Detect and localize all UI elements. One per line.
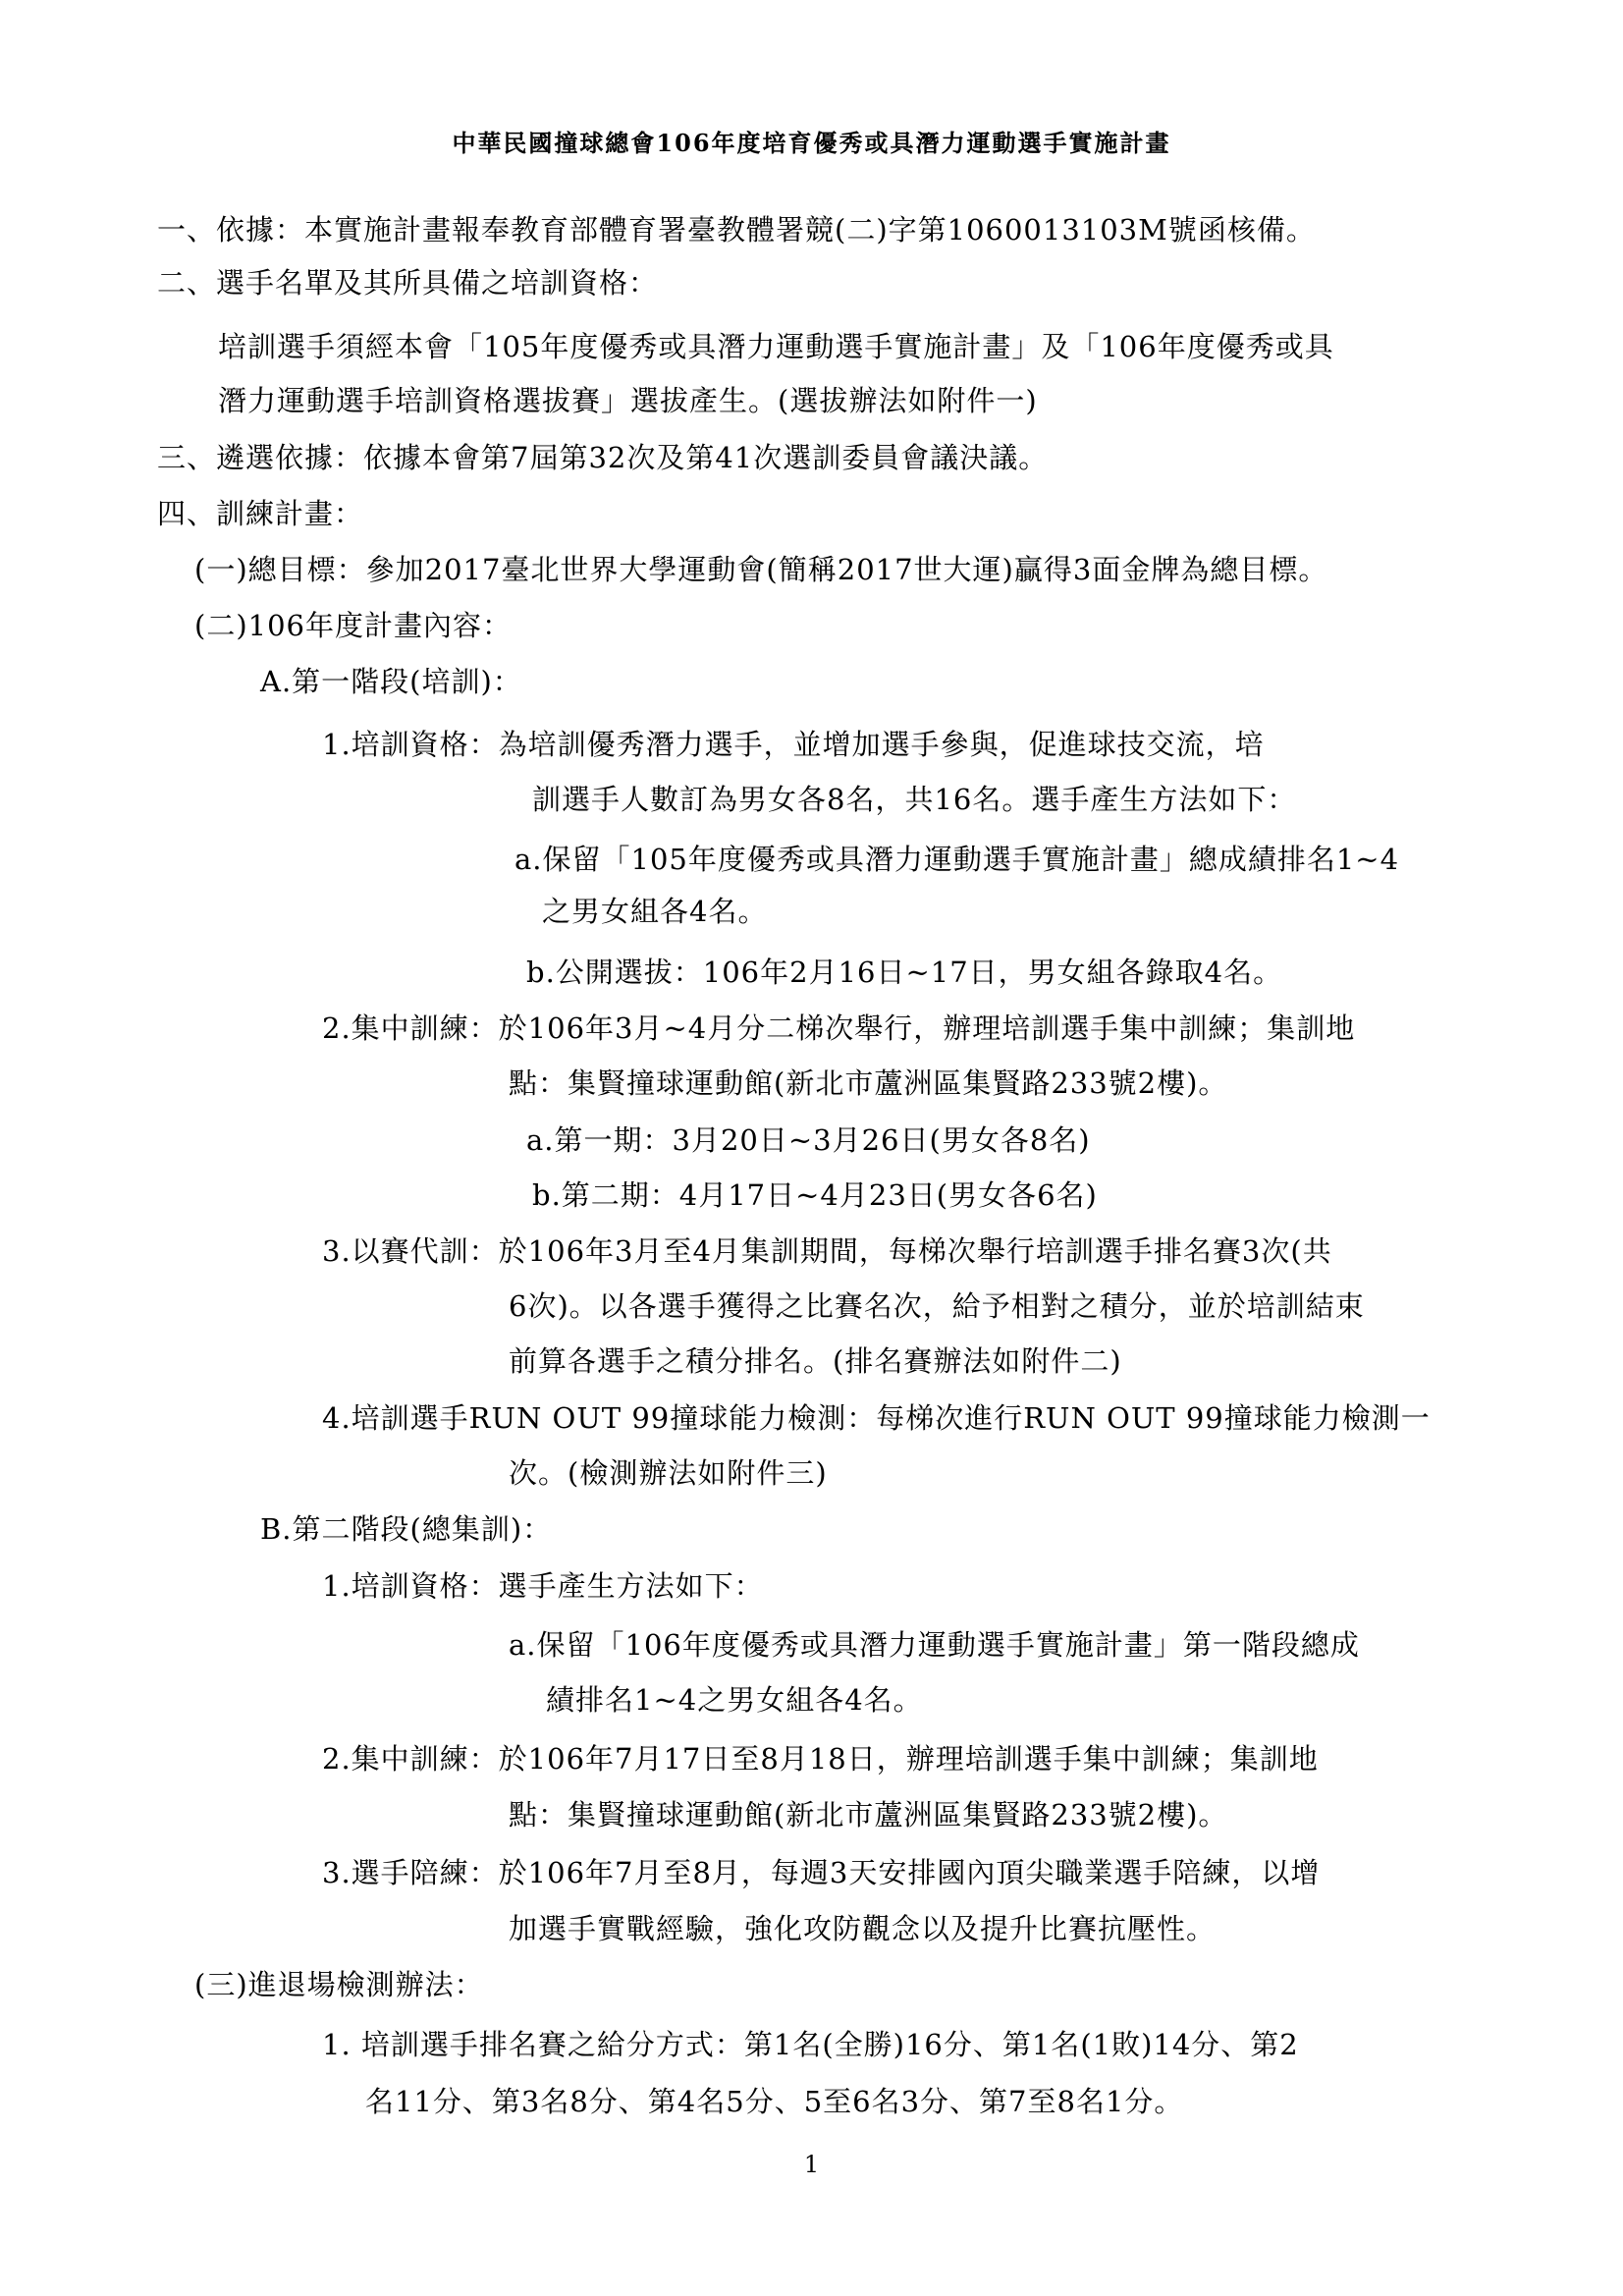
phase-a-item-2b: b.第二期：4月17日~4月23日(男女各6名): [532, 1178, 1098, 1212]
plan-content-heading: (二)106年度計畫內容：: [194, 609, 512, 642]
section-4-heading: 四、訓練計畫：: [157, 497, 364, 530]
phase-b-item-3-line-1: 3.選手陪練：於106年7月至8月，每週3天安排國內頂尖職業選手陪練，以增: [322, 1856, 1321, 1889]
section-1-basis: 一、依據：本實施計畫報奉教育部體育署臺教體署競(二)字第1060013103M號函核備。: [157, 213, 1316, 246]
phase-a-heading: A.第一階段(培訓)：: [260, 665, 522, 698]
phase-a-item-3-line-2: 6次)。以各選手獲得之比賽名次，給予相對之積分，並於培訓結束: [509, 1289, 1365, 1323]
phase-b-item-3-line-2: 加選手實戰經驗，強化攻防觀念以及提升比賽抗壓性。: [509, 1912, 1217, 1945]
section-3-selection-basis: 三、遴選依據：依據本會第7屆第32次及第41次選訓委員會議決議。: [157, 441, 1049, 474]
phase-b-item-1a-line-2: 績排名1~4之男女組各4名。: [546, 1683, 923, 1717]
phase-b-item-1a-line-1: a.保留「106年度優秀或具潛力運動選手實施計畫」第一階段總成: [509, 1628, 1360, 1662]
phase-a-item-1-line-2: 訓選手人數訂為男女各8名，共16名。選手產生方法如下：: [532, 783, 1297, 816]
phase-a-item-3-line-1: 3.以賽代訓：於106年3月至4月集訓期間，每梯次舉行培訓選手排名賽3次(共: [322, 1234, 1332, 1268]
phase-a-item-1-line-1: 1.培訓資格：為培訓優秀潛力選手，並增加選手參與，促進球技交流，培: [322, 728, 1265, 761]
section-2-heading: 二、選手名單及其所具備之培訓資格：: [157, 266, 659, 300]
phase-b-heading: B.第二階段(總集訓)：: [260, 1512, 553, 1546]
page-number: 1: [803, 2151, 820, 2178]
evaluation-heading: (三)進退場檢測辦法：: [194, 1968, 484, 2001]
phase-a-item-1b: b.公開選拔：106年2月16日~17日，男女組各錄取4名。: [526, 956, 1283, 989]
overall-goal: (一)總目標：參加2017臺北世界大學運動會(簡稱2017世大運)贏得3面金牌為總目標。: [194, 553, 1328, 586]
phase-a-item-2-line-1: 2.集中訓練：於106年3月~4月分二梯次舉行，辦理培訓選手集中訓練；集訓地: [322, 1011, 1356, 1045]
document-title: 中華民國撞球總會106年度培育優秀或具潛力運動選手實施計畫: [452, 129, 1171, 157]
evaluation-item-1-line-1: 1. 培訓選手排名賽之給分方式：第1名(全勝)16分、第1名(1敗)14分、第2: [322, 2028, 1299, 2061]
section-2-text-line-2: 潛力運動選手培訓資格選拔賽」選拔產生。(選拔辦法如附件一): [218, 384, 1038, 417]
phase-a-item-4-line-1: 4.培訓選手RUN OUT 99撞球能力檢測：每梯次進行RUN OUT 99撞球能力檢測一: [322, 1401, 1431, 1435]
phase-a-item-3-line-3: 前算各選手之積分排名。(排名賽辦法如附件二): [509, 1344, 1122, 1378]
phase-b-item-1: 1.培訓資格：選手產生方法如下：: [322, 1569, 764, 1603]
phase-a-item-1a-line-2: 之男女組各4名。: [542, 895, 768, 928]
phase-a-item-4-line-2: 次。(檢測辦法如附件三): [509, 1456, 828, 1490]
phase-a-item-2a: a.第一期：3月20日~3月26日(男女各8名): [526, 1123, 1091, 1157]
section-2-text-line-1: 培訓選手須經本會「105年度優秀或具潛力運動選手實施計畫」及「106年度優秀或具: [218, 330, 1334, 363]
phase-a-item-2-line-2: 點：集賢撞球運動館(新北市蘆洲區集賢路233號2樓)。: [509, 1066, 1228, 1100]
phase-b-item-2-line-2: 點：集賢撞球運動館(新北市蘆洲區集賢路233號2樓)。: [509, 1798, 1228, 1831]
evaluation-item-1-line-2: 名11分、第3名8分、第4名5分、5至6名3分、第7至8名1分。: [365, 2085, 1184, 2118]
phase-a-item-1a-line-1: a.保留「105年度優秀或具潛力運動選手實施計畫」總成績排名1~4: [514, 843, 1400, 876]
phase-b-item-2-line-1: 2.集中訓練：於106年7月17日至8月18日，辦理培訓選手集中訓練；集訓地: [322, 1742, 1319, 1776]
